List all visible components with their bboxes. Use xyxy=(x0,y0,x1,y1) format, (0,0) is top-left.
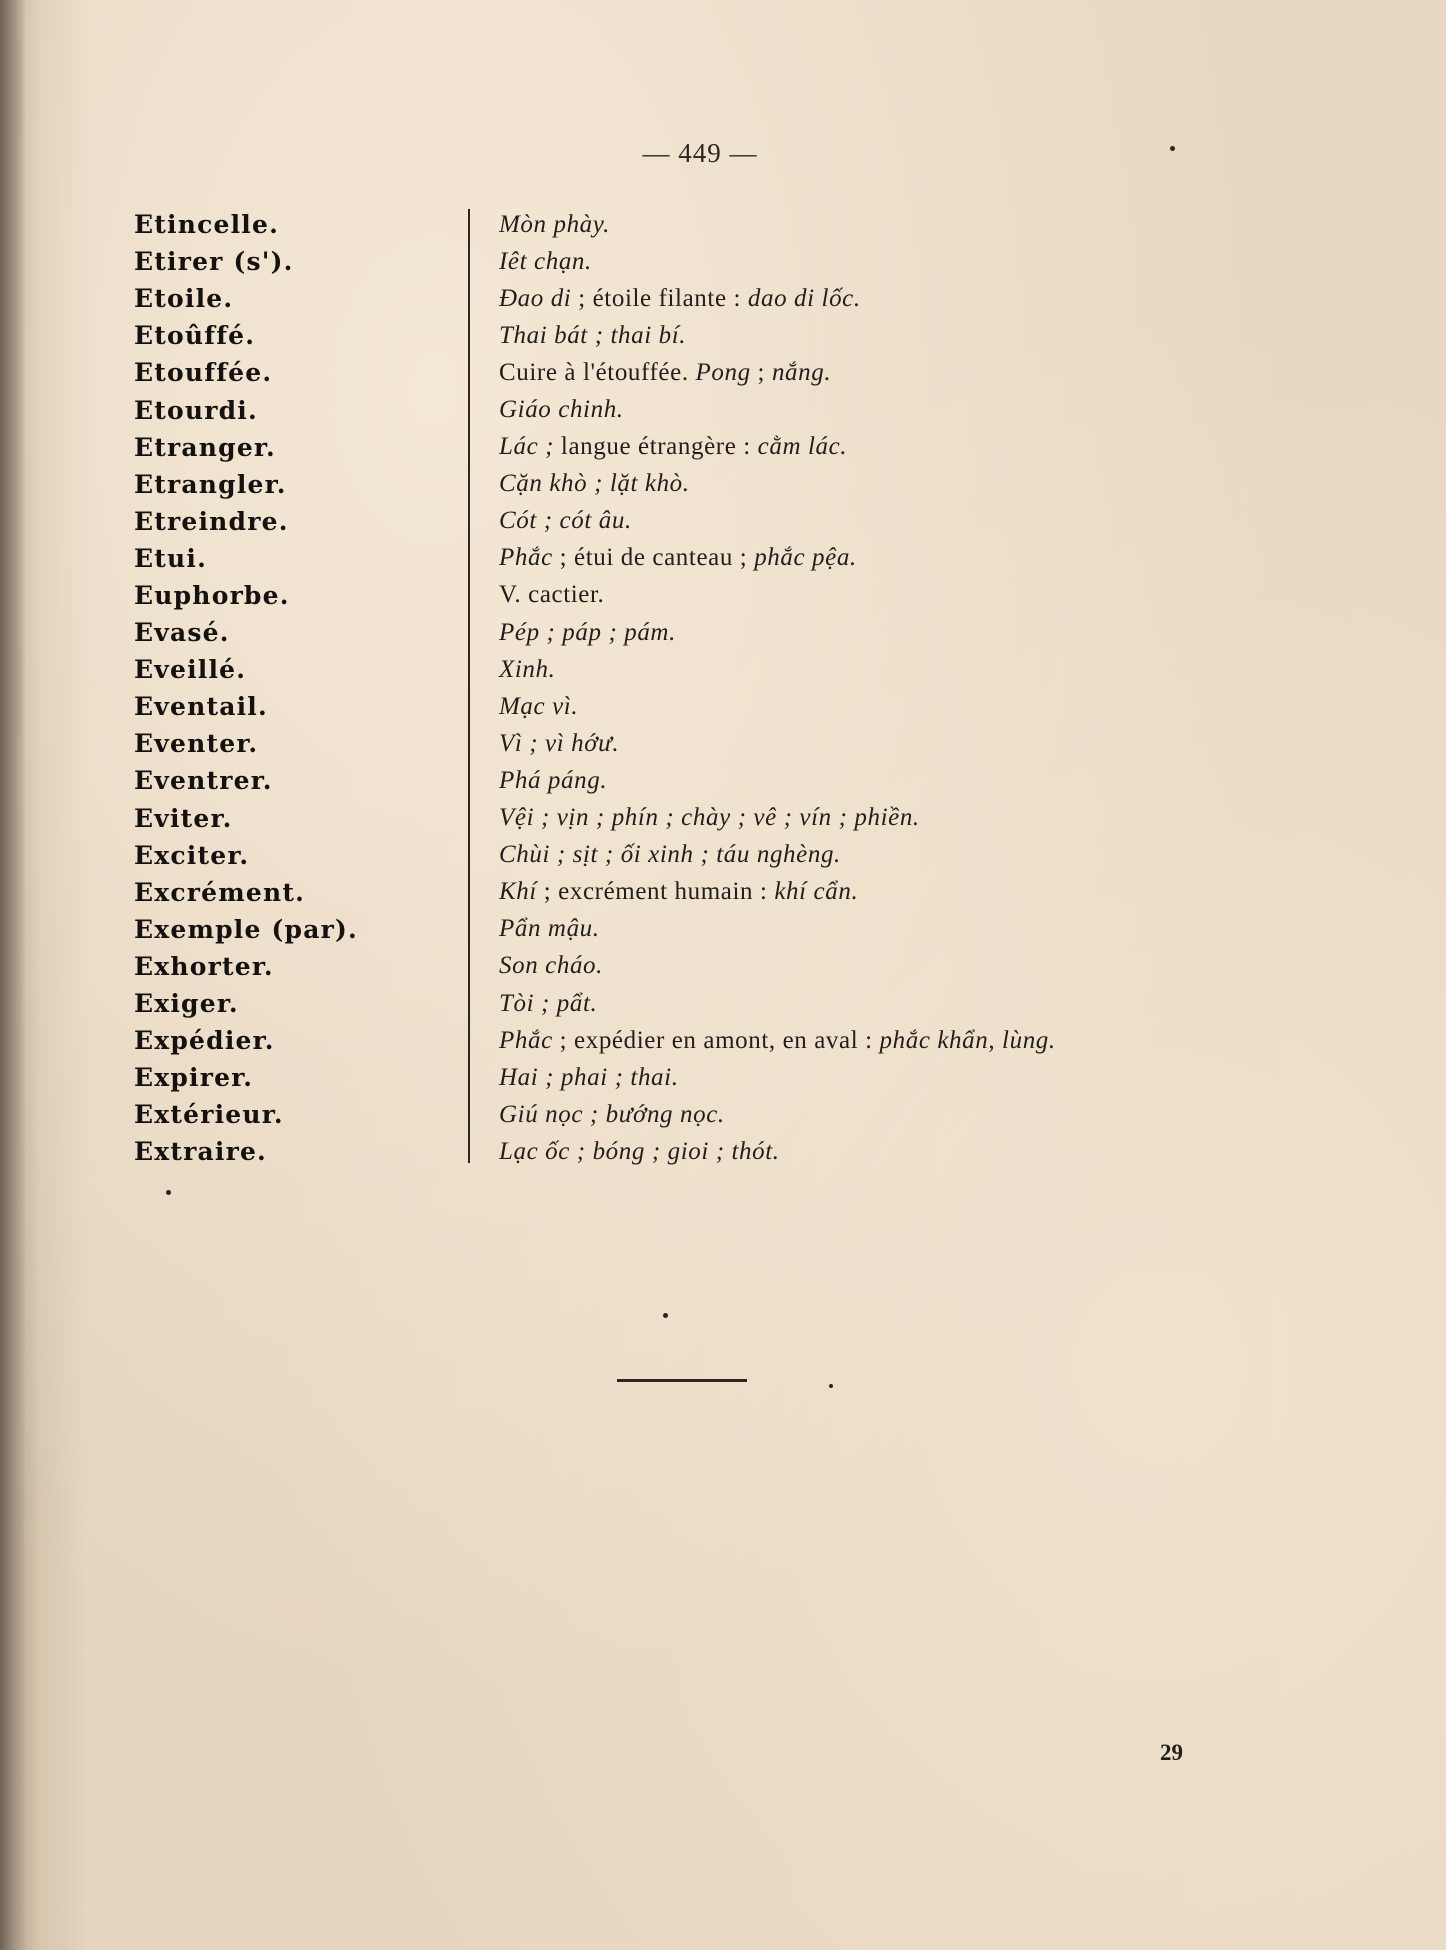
definition-italic-segment: Mòn phày. xyxy=(499,210,610,238)
definition-italic-segment: phắc khẩn, lùng. xyxy=(879,1026,1056,1054)
entry-term: Etranger. xyxy=(134,432,276,462)
entry-term: Extérieur. xyxy=(134,1100,284,1130)
definition-segment: ; excrément humain : xyxy=(536,878,775,906)
dictionary-entry xyxy=(134,1096,1214,1133)
entry-term: Eventrer. xyxy=(134,766,273,796)
entry-definition xyxy=(499,1138,780,1166)
definition-segment: ; xyxy=(750,358,772,386)
entry-definition xyxy=(499,507,632,535)
dictionary-entry xyxy=(134,985,1214,1022)
signature-mark: 29 xyxy=(1160,1740,1183,1765)
ink-speck xyxy=(829,1384,833,1388)
definition-segment: Cuire à l'étouffée. xyxy=(499,358,696,386)
definition-segment: V. cactier. xyxy=(499,581,605,609)
entry-term: Etreindre. xyxy=(134,506,289,536)
page-number: — 449 — xyxy=(642,138,758,168)
entry-term: Eventer. xyxy=(134,729,259,759)
entry-definition xyxy=(499,433,847,461)
entry-definition xyxy=(499,285,861,313)
definition-italic-segment: Hai ; phai ; thai. xyxy=(499,1063,679,1091)
definition-italic-segment: Phắc xyxy=(499,1026,553,1054)
entry-term: Exhorter. xyxy=(134,951,274,981)
entry-term: Etoûffé. xyxy=(134,321,256,351)
entry-term: Eveillé. xyxy=(134,655,247,685)
dictionary-entry xyxy=(134,503,1214,540)
entry-term: Etirer (s'). xyxy=(134,247,294,277)
dictionary-entry xyxy=(134,577,1214,614)
definition-italic-segment: Thai bát ; thai bí. xyxy=(499,321,687,349)
ink-speck xyxy=(663,1313,668,1318)
definition-italic-segment: Pép ; páp ; pám. xyxy=(499,618,676,646)
entry-term: Exciter. xyxy=(134,840,250,870)
definition-italic-segment: Đao di xyxy=(499,284,572,312)
definition-italic-segment: Cặn khò ; lặt khò. xyxy=(499,470,690,498)
definition-italic-segment: dao di lốc. xyxy=(747,284,861,312)
entry-definition xyxy=(499,1101,725,1129)
dictionary-entry xyxy=(134,243,1214,280)
definition-italic-segment: Iêt chạn. xyxy=(499,247,592,275)
entry-definition xyxy=(499,619,676,647)
dictionary-entry xyxy=(134,354,1214,391)
entry-term: Excrément. xyxy=(134,877,306,907)
definition-italic-segment: Vệi ; vịn ; phín ; chày ; vê ; vín ; phiền. xyxy=(499,804,920,832)
entry-definition xyxy=(499,767,607,795)
entry-term: Etoile. xyxy=(134,284,234,314)
dictionary-entry xyxy=(134,280,1214,317)
entry-definition xyxy=(499,878,858,906)
definition-italic-segment: phắc pệa. xyxy=(754,544,857,572)
entry-term: Etourdi. xyxy=(134,395,258,425)
dictionary-entry xyxy=(134,429,1214,466)
definition-italic-segment: Phá páng. xyxy=(499,766,608,794)
definition-italic-segment: Khí xyxy=(499,878,537,906)
dictionary-entry xyxy=(134,1022,1214,1059)
entry-definition xyxy=(499,841,841,869)
dictionary-entries xyxy=(134,206,1214,1170)
definition-segment: ; expédier en amont, en aval : xyxy=(552,1026,880,1054)
entry-definition xyxy=(499,990,597,1018)
entry-term: Expédier. xyxy=(134,1026,275,1056)
entry-term: Eviter. xyxy=(134,803,233,833)
definition-italic-segment: Mạc vì. xyxy=(499,692,579,720)
end-rule xyxy=(617,1379,747,1382)
entry-term: Etincelle. xyxy=(134,210,280,240)
definition-italic-segment: Lác ; xyxy=(499,433,555,461)
definition-italic-segment: Pẩn mậu. xyxy=(499,915,600,943)
definition-italic-segment: Son cháo. xyxy=(499,952,603,980)
definition-italic-segment: Xinh. xyxy=(499,655,556,683)
definition-italic-segment: Vì ; vì hớư. xyxy=(499,729,620,757)
definition-italic-segment: Giáo chinh. xyxy=(499,396,624,424)
entry-term: Exiger. xyxy=(134,989,239,1019)
entry-definition xyxy=(499,544,857,572)
definition-italic-segment: nắng. xyxy=(771,358,832,386)
entry-definition xyxy=(499,470,690,498)
ink-speck xyxy=(166,1190,171,1195)
dictionary-entry xyxy=(134,762,1214,799)
entry-definition xyxy=(499,1064,679,1092)
dictionary-entry xyxy=(134,1133,1214,1170)
definition-segment: langue étrangère : xyxy=(554,433,758,461)
dictionary-entry xyxy=(134,911,1214,948)
entry-definition xyxy=(499,915,600,943)
definition-segment: ; étoile filante : xyxy=(571,284,748,312)
entry-term: Expirer. xyxy=(134,1063,254,1093)
definition-italic-segment: Pong xyxy=(695,358,751,386)
definition-italic-segment: Tòi ; pẩt. xyxy=(499,989,598,1017)
entry-definition xyxy=(499,322,686,350)
dictionary-entry xyxy=(134,948,1214,985)
definition-italic-segment: Giú nọc ; bướng nọc. xyxy=(499,1100,725,1128)
entry-definition xyxy=(499,1027,1056,1055)
entry-term: Etouffée. xyxy=(134,358,273,388)
dictionary-entry xyxy=(134,391,1214,428)
entry-definition xyxy=(499,359,831,387)
dictionary-entry xyxy=(134,317,1214,354)
dictionary-entry xyxy=(134,874,1214,911)
definition-italic-segment: Cót ; cót âu. xyxy=(499,507,632,535)
entry-definition xyxy=(499,730,619,758)
page-edge xyxy=(0,0,26,1950)
entry-term: Extraire. xyxy=(134,1137,267,1167)
dictionary-entry xyxy=(134,1059,1214,1096)
entry-definition xyxy=(499,211,610,239)
entry-definition xyxy=(499,396,624,424)
definition-italic-segment: Chùi ; sịt ; ối xinh ; táu nghèng. xyxy=(499,841,841,869)
entry-term: Euphorbe. xyxy=(134,580,290,610)
dictionary-entry xyxy=(134,800,1214,837)
dictionary-entry xyxy=(134,651,1214,688)
dictionary-entry xyxy=(134,540,1214,577)
definition-segment: ; étui de canteau ; xyxy=(552,544,755,572)
entry-term: Eventail. xyxy=(134,692,268,722)
entry-term: Evasé. xyxy=(134,618,230,648)
definition-italic-segment: Lạc ốc ; bóng ; gioi ; thót. xyxy=(499,1137,780,1165)
entry-definition xyxy=(499,581,604,609)
entry-definition xyxy=(499,952,603,980)
entry-term: Etui. xyxy=(134,543,207,573)
entry-definition xyxy=(499,804,920,832)
dictionary-entry xyxy=(134,466,1214,503)
dictionary-entry xyxy=(134,614,1214,651)
dictionary-entry xyxy=(134,837,1214,874)
definition-italic-segment: Phắc xyxy=(499,544,553,572)
entry-definition xyxy=(499,656,555,684)
entry-term: Exemple (par). xyxy=(134,914,358,944)
dictionary-entry xyxy=(134,688,1214,725)
ink-speck xyxy=(1170,146,1175,151)
definition-italic-segment: khí cẩn. xyxy=(774,878,859,906)
entry-definition xyxy=(499,248,592,276)
entry-term: Etrangler. xyxy=(134,469,287,499)
definition-italic-segment: cằm lác. xyxy=(757,433,848,461)
entry-definition xyxy=(499,693,578,721)
dictionary-entry xyxy=(134,725,1214,762)
dictionary-entry xyxy=(134,206,1214,243)
